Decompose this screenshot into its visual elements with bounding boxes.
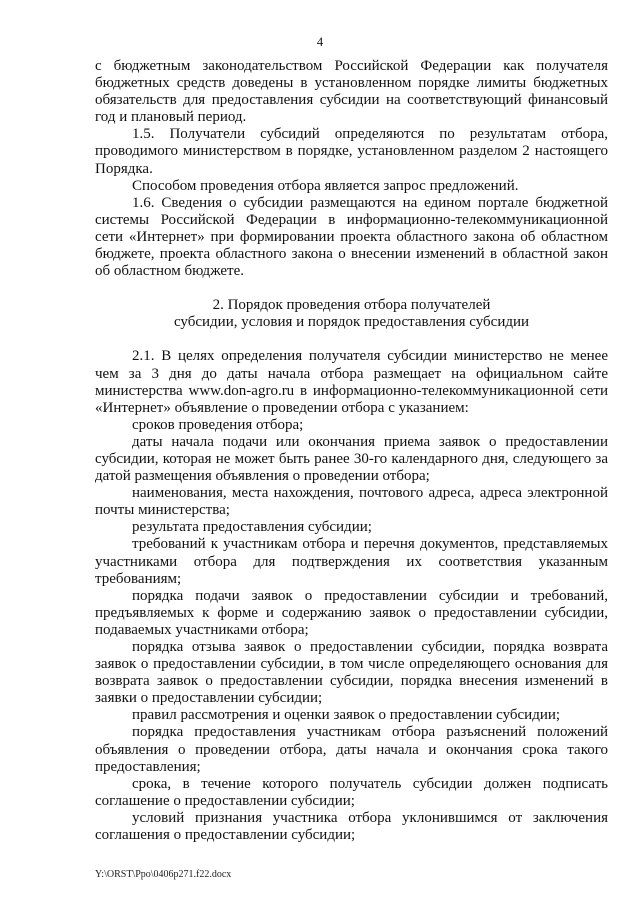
paragraph-1-6: 1.6. Сведения о субсидии размещаются на едином портале бюджетной системы Российской Федерации в информационно-телекоммуникационной сети «Интернет» при формировании проекта областного закона об областном бюджете, проекта областного закона о внесении изменений в областной закон об областном бюджете. xyxy=(95,194,608,280)
section-heading-line-1: 2. Порядок проведения отбора получателей xyxy=(212,297,491,314)
paragraph-1-5: 1.5. Получатели субсидий определяются по результатам отбора, проводимого министерством в порядке, установленном разделом 2 настоящего Порядка. xyxy=(95,126,608,177)
list-item: результата предоставления субсидии; xyxy=(132,519,372,536)
section-heading-line-2: субсидии, условия и порядок предоставления субсидии xyxy=(173,314,530,331)
list-item: порядка предоставления участникам отбора разъяснений положений объявления о проведении отбора, даты начала и окончания срока такого предоставления; xyxy=(95,724,608,775)
list-item: требований к участникам отбора и перечня документов, представляемых участниками отбора для подтверждения их соответствия указанным требованиям; xyxy=(95,536,608,587)
paragraph-2-1: 2.1. В целях определения получателя субсидии министерство не менее чем за 3 дня до даты начала отбора размещает на официальном сайте министерства www.don-agro.ru в информационно-телекоммуникационной сети «Интернет» объявление о проведении отбора с указанием: xyxy=(95,348,608,416)
paragraph-continuation: с бюджетным законодательством Российской Федерации как получателя бюджетных средств доведены в установленном порядке лимиты бюджетных обязательств для предоставления субсидии на соответствующий финансовый год и плановый период. xyxy=(95,58,608,126)
paragraph-selection-method: Способом проведения отбора является запрос предложений. xyxy=(132,177,519,194)
list-item: наименования, места нахождения, почтового адреса, адреса электронной почты министерства; xyxy=(95,485,608,519)
list-item: порядка подачи заявок о предоставлении субсидии и требований, предъявляемых к форме и содержанию заявок о предоставлении субсидии, подаваемых участниками отбора; xyxy=(95,587,608,638)
list-item: порядка отзыва заявок о предоставлении субсидии, порядка возврата заявок о предоставлении субсидии, в том числе определяющего основания для возврата заявок о предоставлении субсидии, порядка внесения изменений в заявки о предоставлении субсидии; xyxy=(95,639,608,707)
list-item: правил рассмотрения и оценки заявок о предоставлении субсидии; xyxy=(132,707,561,724)
document-body xyxy=(95,58,608,844)
section-heading xyxy=(95,297,608,331)
list-item: даты начала подачи или окончания приема заявок о предоставлении субсидии, которая не может быть ранее 30-го календарного дня, следующего за датой размещения объявления о проведении отбора; xyxy=(95,433,608,485)
list-item: сроков проведения отбора; xyxy=(132,416,304,433)
file-path-footer: Y:\ORST\Ppo\0406p271.f22.docx xyxy=(95,869,232,880)
list-item: условий признания участника отбора уклонившимся от заключения соглашения о предоставлении субсидии; xyxy=(95,809,608,844)
page-number: 4 xyxy=(316,35,324,49)
list-item: срока, в течение которого получатель субсидии должен подписать соглашение о предоставлении субсидии; xyxy=(95,775,608,809)
